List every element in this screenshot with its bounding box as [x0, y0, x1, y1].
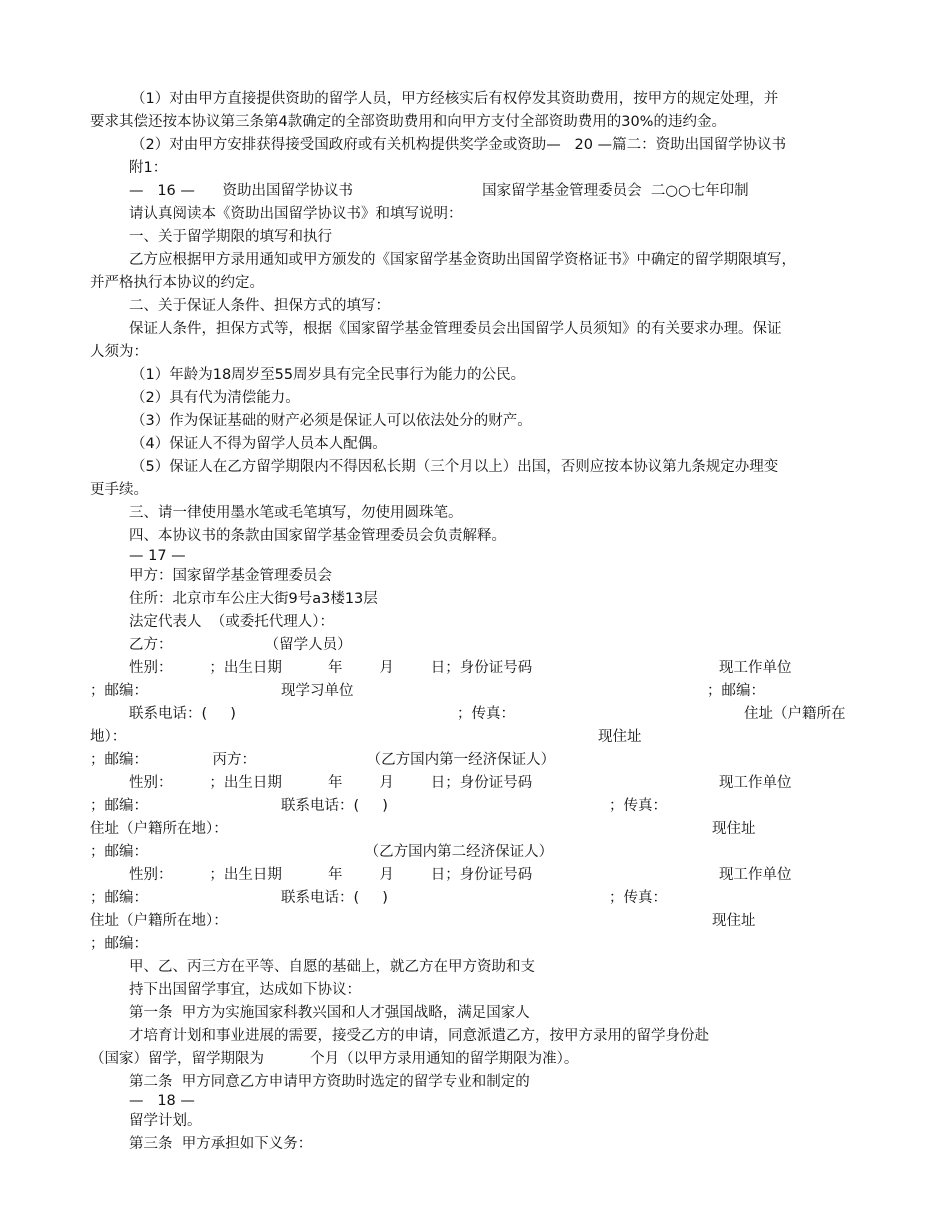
list-item: （4）保证人不得为留学人员本人配偶。	[131, 436, 387, 452]
form-line: 联系电话：( )	[281, 798, 388, 814]
page-number: — 18 —	[129, 1093, 195, 1109]
form-line: 现住址	[712, 821, 756, 837]
form-line: 住址（户籍所在	[744, 706, 846, 722]
text-line: 留学计划。	[129, 1113, 202, 1129]
form-line: ；邮编：	[90, 683, 148, 699]
form-line: 现工作单位	[719, 775, 792, 791]
text-line: 保证人条件，担保方式等，根据《国家留学基金管理委员会出国留学人员须知》的有关要求办理。保证	[129, 321, 782, 337]
section-heading: 二、关于保证人条件、担保方式的填写：	[129, 298, 390, 314]
form-line: 性别： ；出生日期 年 月 日；身份证号码	[129, 775, 533, 791]
text-line: — 16 — 资助出国留学协议书 国家留学基金管理委员会 二○○七年印制	[129, 183, 749, 199]
form-line: ；邮编：	[90, 890, 148, 906]
section-heading: 四、本协议书的条款由国家留学基金管理委员会负责解释。	[129, 528, 506, 544]
text-line: （国家）留学，留学期限为 个月（以甲方录用通知的留学期限为准）。	[90, 1051, 579, 1067]
list-item: （3）作为保证基础的财产必须是保证人可以依法处分的财产。	[131, 413, 532, 429]
form-line: ；邮编：	[90, 798, 148, 814]
text-line: 住所：北京市车公庄大街9号a3楼13层	[129, 591, 378, 607]
form-line: 联系电话：( )	[281, 890, 388, 906]
form-line: 地）：	[90, 729, 127, 745]
form-line: 性别： ；出生日期 年 月 日；身份证号码	[129, 660, 533, 676]
form-line: 性别： ；出生日期 年 月 日；身份证号码	[129, 867, 533, 883]
text-line: 第二条 甲方同意乙方申请甲方资助时选定的留学专业和制定的	[129, 1074, 530, 1090]
text-line: 第一条 甲方为实施国家科教兴国和人才强国战略，满足国家人	[129, 1005, 530, 1021]
text-line: （1）对由甲方直接提供资助的留学人员，甲方经核实后有权停发其资助费用，按甲方的规定处理，并	[131, 91, 779, 107]
list-item: （5）保证人在乙方留学期限内不得因私长期（三个月以上）出国，否则应按本协议第九条规定办理变	[131, 459, 779, 475]
text-line: 法定代表人 （或委托代理人）：	[129, 614, 334, 630]
section-heading: 一、关于留学期限的填写和执行	[129, 229, 332, 245]
text-line: 乙方应根据甲方录用通知或甲方颁发的《国家留学基金资助出国留学资格证书》中确定的留学期限填写，	[129, 252, 796, 268]
text-line: 人须为：	[90, 344, 148, 360]
form-line: 住址（户籍所在地）：	[90, 821, 228, 837]
form-line: ；传真：	[609, 798, 667, 814]
text-line: 第三条 甲方承担如下义务：	[129, 1136, 313, 1152]
form-line: ；邮编：	[707, 683, 765, 699]
form-line: 住址（户籍所在地）：	[90, 913, 228, 929]
form-line: 现住址	[598, 729, 642, 745]
text-line: 附1：	[129, 160, 168, 176]
form-line: 现工作单位	[719, 660, 792, 676]
form-line: ；邮编： （乙方国内第二经济保证人）	[90, 844, 554, 860]
text-line: 要求其偿还按本协议第三条第4款确定的全部资助费用和向甲方支付全部资助费用的30%的违约金。	[90, 114, 726, 130]
form-line: 现学习单位	[281, 683, 354, 699]
list-item: （2）具有代为清偿能力。	[131, 390, 300, 406]
text-line: 并严格执行本协议的约定。	[90, 275, 264, 291]
form-line: 联系电话：( )	[129, 706, 236, 722]
text-line: 请认真阅读本《资助出国留学协议书》和填写说明：	[129, 206, 463, 222]
form-line: 现住址	[712, 913, 756, 929]
page-number: — 17 —	[129, 548, 186, 564]
text-line: 才培育计划和事业进展的需要，接受乙方的申请，同意派遣乙方，按甲方录用的留学身份赴	[129, 1028, 709, 1044]
form-line: ；传真：	[457, 706, 515, 722]
text-line: （2）对由甲方安排获得接受国政府或有关机构提供奖学金或资助— 20 —篇二：资助出国留学协议书	[131, 137, 787, 153]
form-line: ；传真：	[609, 890, 667, 906]
text-line: 甲、乙、丙三方在平等、自愿的基础上，就乙方在甲方资助和支	[129, 959, 535, 975]
form-line: ；邮编： 丙方： （乙方国内第一经济保证人）	[90, 752, 556, 768]
list-item: （1）年龄为18周岁至55周岁具有完全民事行为能力的公民。	[131, 367, 526, 383]
text-line: 乙方： （留学人员）	[129, 637, 352, 653]
form-line: 现工作单位	[719, 867, 792, 883]
text-line: 甲方：国家留学基金管理委员会	[129, 568, 332, 584]
text-line: 更手续。	[90, 482, 148, 498]
form-line: ；邮编：	[90, 936, 148, 952]
text-line: 持下出国留学事宜，达成如下协议：	[129, 982, 361, 998]
section-heading: 三、请一律使用墨水笔或毛笔填写，勿使用圆珠笔。	[129, 505, 463, 521]
